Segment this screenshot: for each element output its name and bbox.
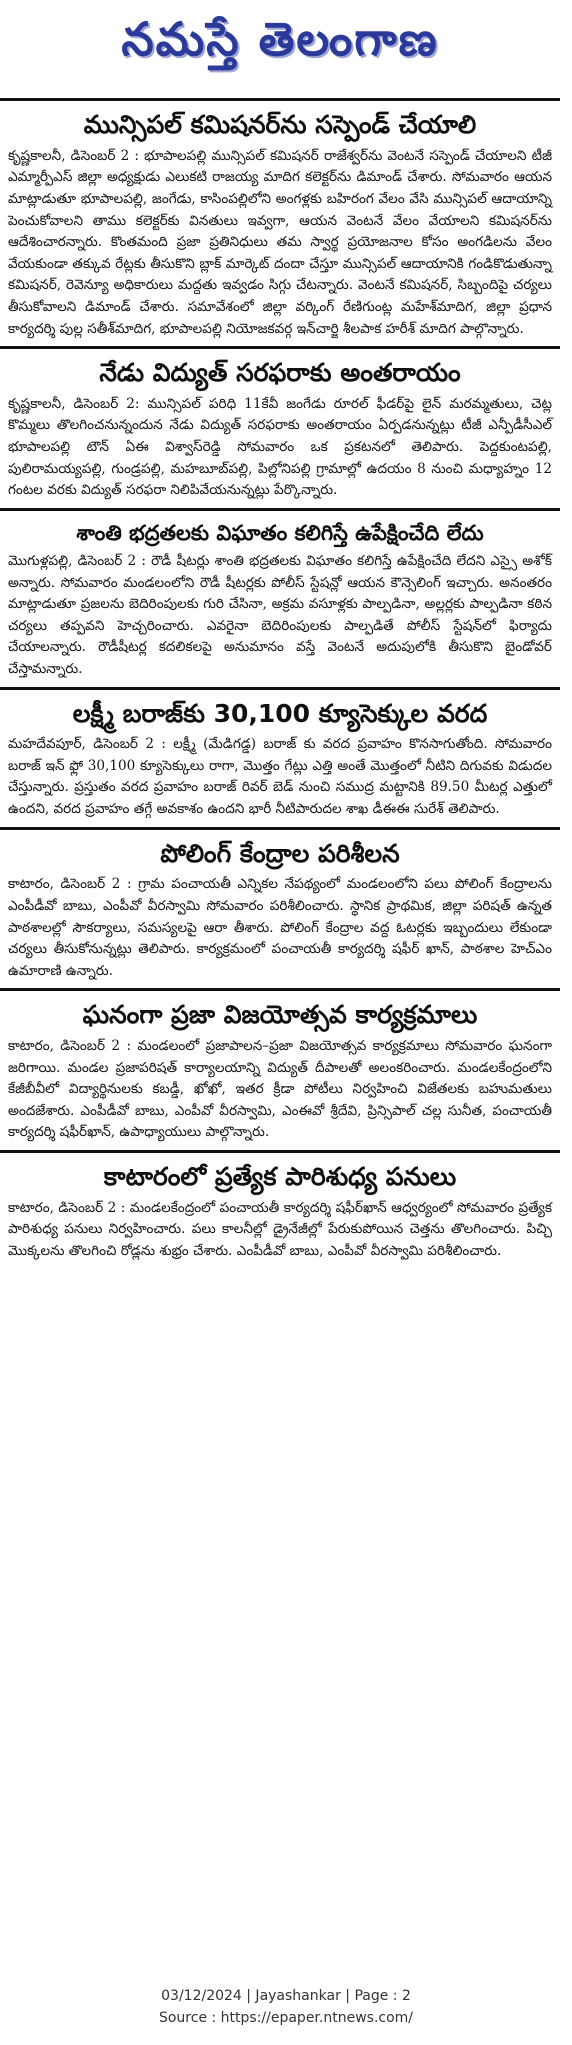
edition-info: 03/12/2024 | Jayashankar | Page : 2 bbox=[161, 1988, 411, 2004]
article-5 bbox=[0, 840, 560, 983]
article-body: కాటారం, డిసెంబర్ 2 : గ్రామ పంచాయతీ ఎన్నికల నేపథ్యంలో మండలంలోని పలు పోలింగ్ కేంద్రాలను ఎంపీడీవో బాబు, ఎంపీవో వీరస్వామి సోమవారం పరిశీలించారు. స్థానిక ప్రాథమిక, జిల్లా పరిషత్ ఉన్నత పాఠశాలల్లో సౌకర్యాలు, సమస్యలపై ఆరా తీశారు. పోలింగ్ కేంద్రాల వద్ద ఓటర్లకు ఇబ్బందులు లేకుండా చర్యలు తీసుకోనున్నట్లు తెలిపారు. కార్యక్రమంలో పంచాయతీ కార్యదర్శి షఫీర్ ఖాన్, పాఠశాల హెచ్‌ఎం ఉమారాణి ఉన్నారు. bbox=[8, 876, 552, 979]
article-headline: లక్ష్మీ బరాజ్‌కు 30,100 క్యూసెక్కుల వరద bbox=[72, 698, 488, 728]
article-divider bbox=[0, 508, 560, 511]
article-divider bbox=[0, 827, 560, 830]
masthead bbox=[0, 0, 560, 90]
article-headline: ఘనంగా ప్రజా విజయోత్సవ కార్యక్రమాలు bbox=[82, 1000, 478, 1030]
article-headline: నేడు విద్యుత్ సరఫరాకు అంతరాయం bbox=[99, 358, 461, 388]
source-link[interactable]: Source : https://epaper.ntnews.com/ bbox=[158, 2010, 414, 2026]
article-body: కృష్ణకాలనీ, డిసెంబర్ 2: మున్సిపల్ పరిధి 11కేవీ జంగేడు రూరల్ ఫీడర్‌పై లైన్ మరమ్మతులు, చెట్ల కొమ్మలు తొలగించనున్నందున నేడు విద్యుత్ సరఫరాకు అంతరాయం ఏర్పడనున్నట్లు టీజీ ఎన్పీడీసీఎల్ భూపాలపల్లి టౌన్ ఏఈ విశ్వాస్‌రెడ్డి సోమవారం ఒక ప్రకటనలో తెలిపారు. పెద్దకుంటపల్లి, పులిరామయ్యపల్లి, గుండ్రపల్లి, మహబూబ్‌పల్లి, పిల్లోనిపల్లి గ్రామాల్లో ఉదయం 8 నుంచి మధ్యాహ్నం 12 గంటల వరకు విద్యుత్ సరఫరా నిలిపివేయనున్నట్లు పేర్కొన్నారు. bbox=[8, 395, 552, 499]
article-divider bbox=[0, 346, 560, 349]
page-footer bbox=[0, 1985, 572, 2045]
article-headline: కాటారంలో ప్రత్యేక పారిశుధ్య పనులు bbox=[103, 1162, 457, 1192]
article-body: మొగుళ్లపల్లి, డిసెంబర్ 2 : రౌడీ షీటర్లు శాంతి భద్రతలకు విఘాతం కలిగిస్తే ఉపేక్షించేది లేదని ఎస్సై అశోక్ అన్నారు. సోమవారం మండలంలోని రౌడీ షీటర్లకు పోలీస్ స్టేషన్లో ఆయన కౌన్సెలింగ్ ఇచ్చారు. అనంతరం మాట్లాడుతూ ప్రజలను బెదిరింపులకు గురి చేసినా, అక్రమ వసూళ్లకు పాల్పడినా, అల్లర్లకు పాల్పడినా కఠిన చర్యలు తప్పవని హెచ్చరించారు. ఎవరైనా బెదిరింపులకు పాల్పడితే పోలీస్ స్టేషన్‌లో ఫిర్యాదు చేయాలన్నారు. రౌడీషీటర్ల కదలికలపై అనుమానం వస్తే వెంటనే అదుపులోకి తీసుకొని బైండోవర్ చేస్తామన్నారు. bbox=[8, 552, 552, 677]
article-divider bbox=[0, 988, 560, 991]
article-4 bbox=[0, 700, 560, 821]
article-7 bbox=[0, 1163, 560, 1263]
article-headline: మున్సిపల్ కమిషనర్‌ను సస్పెండ్ చేయాలి bbox=[83, 110, 477, 139]
article-1 bbox=[0, 111, 560, 340]
article-6 bbox=[0, 1001, 560, 1144]
article-headline: పోలింగ్ కేంద్రాల పరిశీలన bbox=[160, 838, 400, 868]
article-body: కాటారం, డిసెంబర్ 2 : మండలంలో ప్రజాపాలన–ప్రజా విజయోత్సవ కార్యక్రమాలు సోమవారం ఘనంగా జరిగాయి. మండల ప్రజాపరిషత్ కార్యాలయాన్ని విద్యుత్ దీపాలతో అలంకరించారు. మండలకేంద్రంలోని కేజీబీవీలో విద్యార్థినులకు కబడ్డీ, ఖోఖో, ఇతర క్రీడా పోటీలు నిర్వహించి విజేతలకు బహుమతులు అందజేశారు. ఎంపీడీవో బాబు, ఎంపీవో వీరస్వామి, ఎంఈవో శ్రీదేవి, ప్రిన్సిపాల్ చల్ల సునీత, పంచాయతీ కార్యదర్శి షఫీర్‌ఖాన్, ఉపాధ్యాయులు పాల్గొన్నారు. bbox=[8, 1038, 552, 1141]
article-2 bbox=[0, 359, 560, 502]
article-body: కాటారం, డిసెంబర్ 2 : మండలకేంద్రంలో పంచాయతీ కార్యదర్శి షఫీర్‌ఖాన్ ఆధ్వర్యంలో సోమవారం ప్రత్యేక పారిశుధ్య పనులు నిర్వహించారు. పలు కాలనీల్లో డ్రైనేజీల్లో పేరుకుపోయిన చెత్తను తొలగించారు. పిచ్చి మొక్కలను తొలగించి రోడ్లను శుభ్రం చేశారు. ఎంపీడీవో బాబు, ఎంపీవో వీరస్వామి పరిశీలించారు. bbox=[8, 1199, 552, 1260]
article-body: కృష్ణకాలనీ, డిసెంబర్ 2 : భూపాలపల్లి మున్సిపల్ కమిషనర్ రాజేశ్వర్‌ను వెంటనే సస్పెండ్ చేయాలని టీజీ ఎమ్మార్పీఎస్ జిల్లా అధ్యక్షుడు ఎలుకటి రాజయ్య మాదిగ కలెక్టర్‌ను డిమాండ్ చేశారు. సోమవారం ఆయన మాట్లాడుతూ భూపాలపల్లి, జంగేడు, కాసింపల్లిలోని అంగళ్లకు బహిరంగ వేలం వేసి మున్సిపల్ ఆదాయాన్ని పెంచుకోవాలని తాము కలెక్టర్‌కు వినతులు ఇవ్వగా, ఆయన వెంటనే వేలం వేయాలని కమిషనర్‌ను ఆదేశించారన్నారు. కొంతమంది ప్రజా ప్రతినిధులు తమ స్వార్థ ప్రయోజనాల కోసం అంగడిలను వేలం వేయకుండా తక్కువ రేట్లకు తీసుకొని బ్లాక్ మార్కెట్ దందా చేస్తూ మున్సిపల్ ఆదాయానికి గండికొడుతున్నా కమిషనర్, రెవెన్యూ అధికారులు మద్దతు ఇవ్వడం సిగ్గు చేటన్నారు. వెంటనే కమిషనర్, సిబ్బందిపై చర్యలు తీసుకోవాలని డిమాండ్ చేశారు. సమావేశంలో జిల్లా వర్కింగ్ రేణిగుంట్ల మహేశ్‌మాదిగ, జిల్లా ప్రధాన కార్యదర్శి పుల్ల సతీశ్‌మాదిగ, భూపాలపల్లి నియోజకవర్గ ఇన్‌చార్జి శీలపాక హరీశ్ మాదిగ పాల్గొన్నారు. bbox=[8, 147, 553, 337]
masthead-logo: నమస్తే తెలంగాణ bbox=[121, 12, 439, 66]
article-headline: శాంతి భద్రతలకు విఘాతం కలిగిస్తే ఉపేక్షించేది లేదు bbox=[76, 520, 484, 545]
article-body: మహదేవపూర్, డిసెంబర్ 2 : లక్ష్మీ (మేడిగడ్డ) బరాజ్ కు వరద ప్రవాహం కొనసాగుతోంది. సోమవారం బరాజ్ ఇన్ ఫ్లో 30,100 క్యూసెక్కులు రాగా, మొత్తం గేట్లు ఎత్తి అంతే మొత్తంలో నీటిని దిగువకు విడుదల చేస్తున్నారు. ప్రస్తుతం వరద ప్రవాహం బరాజ్ రివర్ బెడ్ నుంచి సముద్ర మట్టానికి 89.50 మీటర్ల ఎత్తులో ఉందని, వరద ప్రవాహం తగ్గే అవకాశం ఉందని భారీ నీటిపారుదల శాఖ డీఈఈ సురేశ్ తెలిపారు. bbox=[8, 736, 552, 818]
article-divider bbox=[0, 1150, 560, 1153]
article-3 bbox=[0, 521, 560, 681]
article-divider bbox=[0, 687, 560, 690]
masthead-divider bbox=[0, 98, 560, 101]
